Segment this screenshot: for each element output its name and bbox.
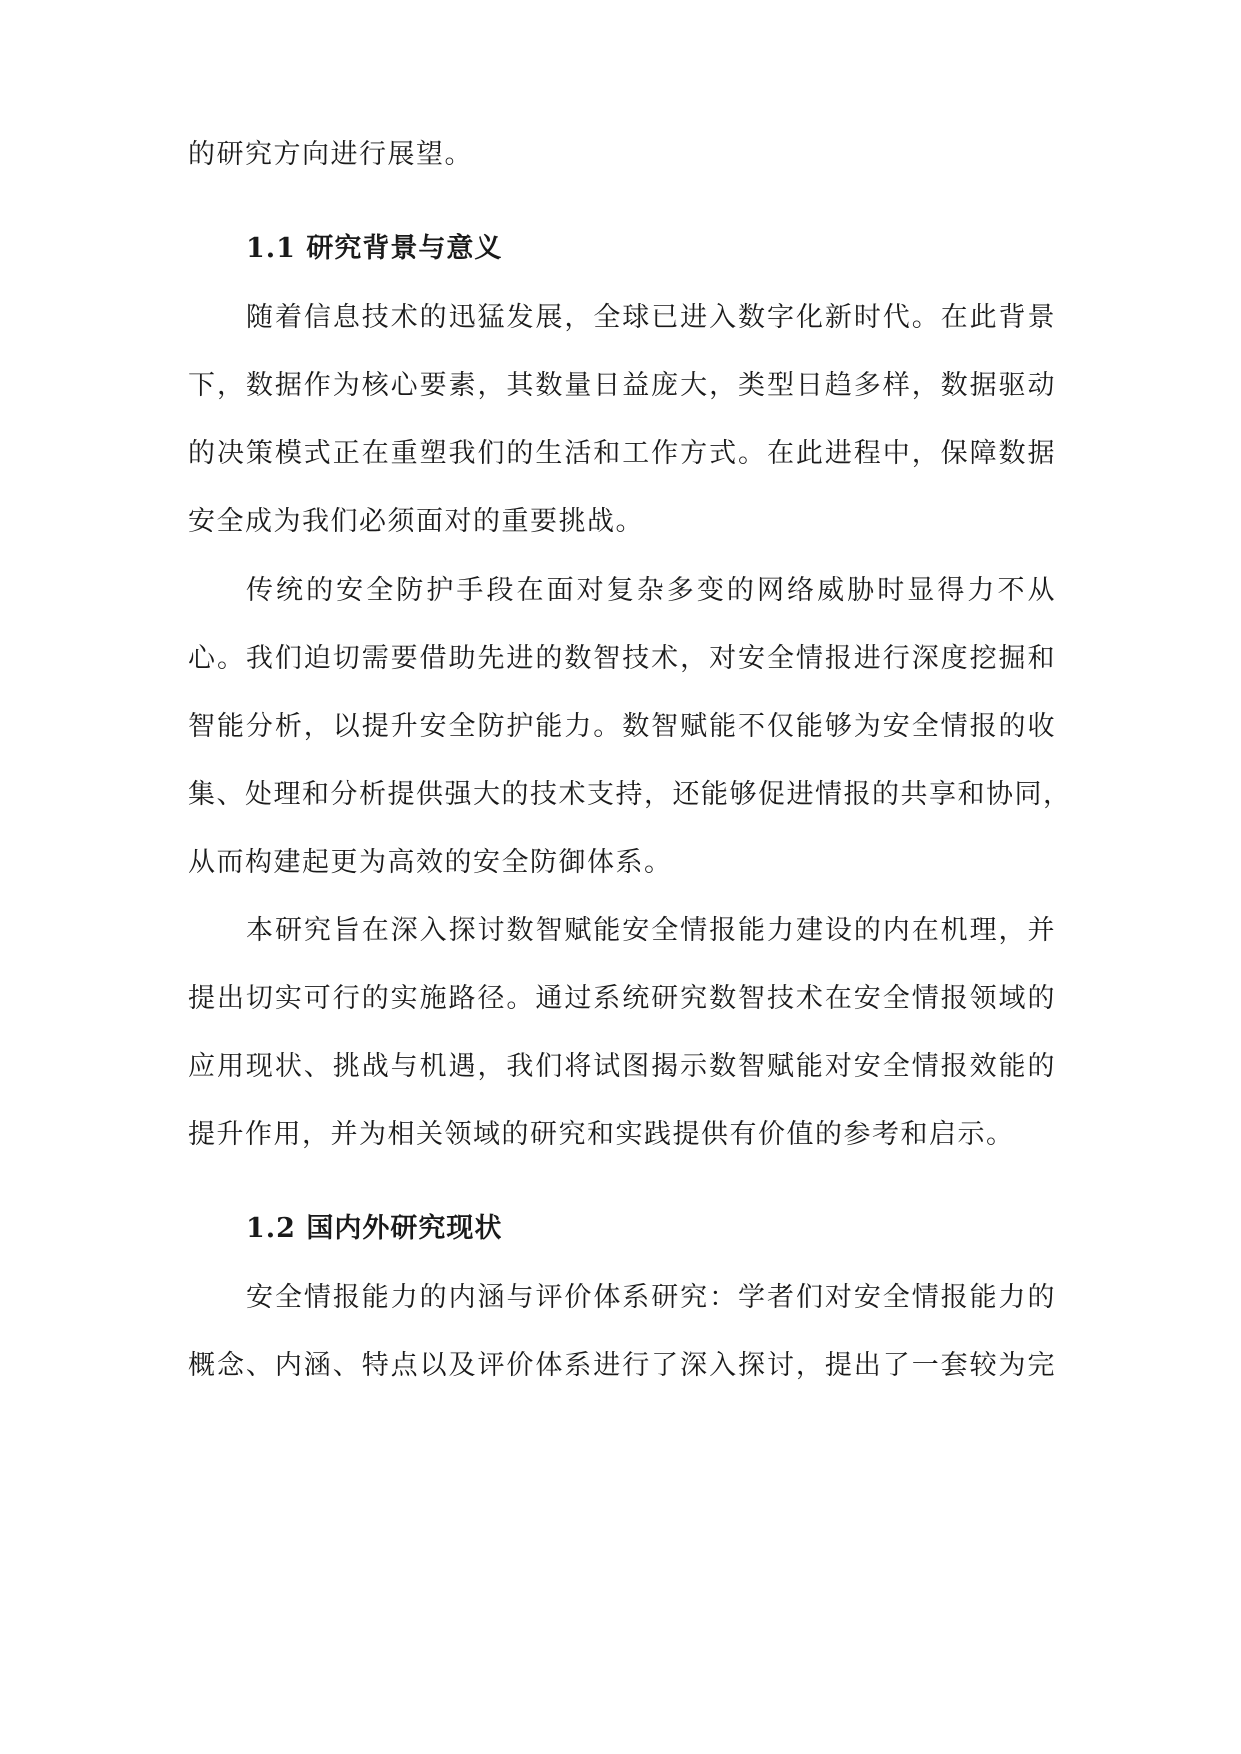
paragraph-line: 随着信息技术的迅猛发展，全球已进入数字化新时代。在此背景 — [246, 302, 1056, 333]
paragraph-line: 安全成为我们必须面对的重要挑战。 — [188, 506, 644, 537]
paragraph-line: 心。我们迫切需要借助先进的数智技术，对安全情报进行深度挖掘和 — [188, 643, 1056, 674]
paragraph-line: 本研究旨在深入探讨数智赋能安全情报能力建设的内在机理，并 — [246, 915, 1056, 946]
paragraph-line: 提升作用，并为相关领域的研究和实践提供有价值的参考和启示。 — [188, 1119, 1015, 1150]
paragraph-line: 集、处理和分析提供强大的技术支持，还能够促进情报的共享和协同， — [188, 779, 1072, 810]
section-heading-1-1: 1.1 研究背景与意义 — [246, 233, 503, 264]
paragraph-line: 应用现状、挑战与机遇，我们将试图揭示数智赋能对安全情报效能的 — [188, 1051, 1056, 1082]
paragraph-line: 下，数据作为核心要素，其数量日益庞大，类型日趋多样，数据驱动 — [188, 370, 1056, 401]
paragraph-line: 传统的安全防护手段在面对复杂多变的网络威胁时显得力不从 — [246, 575, 1056, 606]
paragraph-line: 的决策模式正在重塑我们的生活和工作方式。在此进程中，保障数据 — [188, 438, 1056, 469]
paragraph-line: 提出切实可行的实施路径。通过系统研究数智技术在安全情报领域的 — [188, 983, 1056, 1014]
paragraph-line: 概念、内涵、特点以及评价体系进行了深入探讨，提出了一套较为完 — [188, 1350, 1056, 1381]
paragraph-line: 从而构建起更为高效的安全防御体系。 — [188, 847, 673, 878]
paragraph-line: 智能分析，以提升安全防护能力。数智赋能不仅能够为安全情报的收 — [188, 711, 1056, 742]
section-heading-1-2: 1.2 国内外研究现状 — [246, 1213, 503, 1244]
paragraph-line: 安全情报能力的内涵与评价体系研究：学者们对安全情报能力的 — [246, 1282, 1056, 1313]
opening-line: 的研究方向进行展望。 — [188, 139, 473, 170]
